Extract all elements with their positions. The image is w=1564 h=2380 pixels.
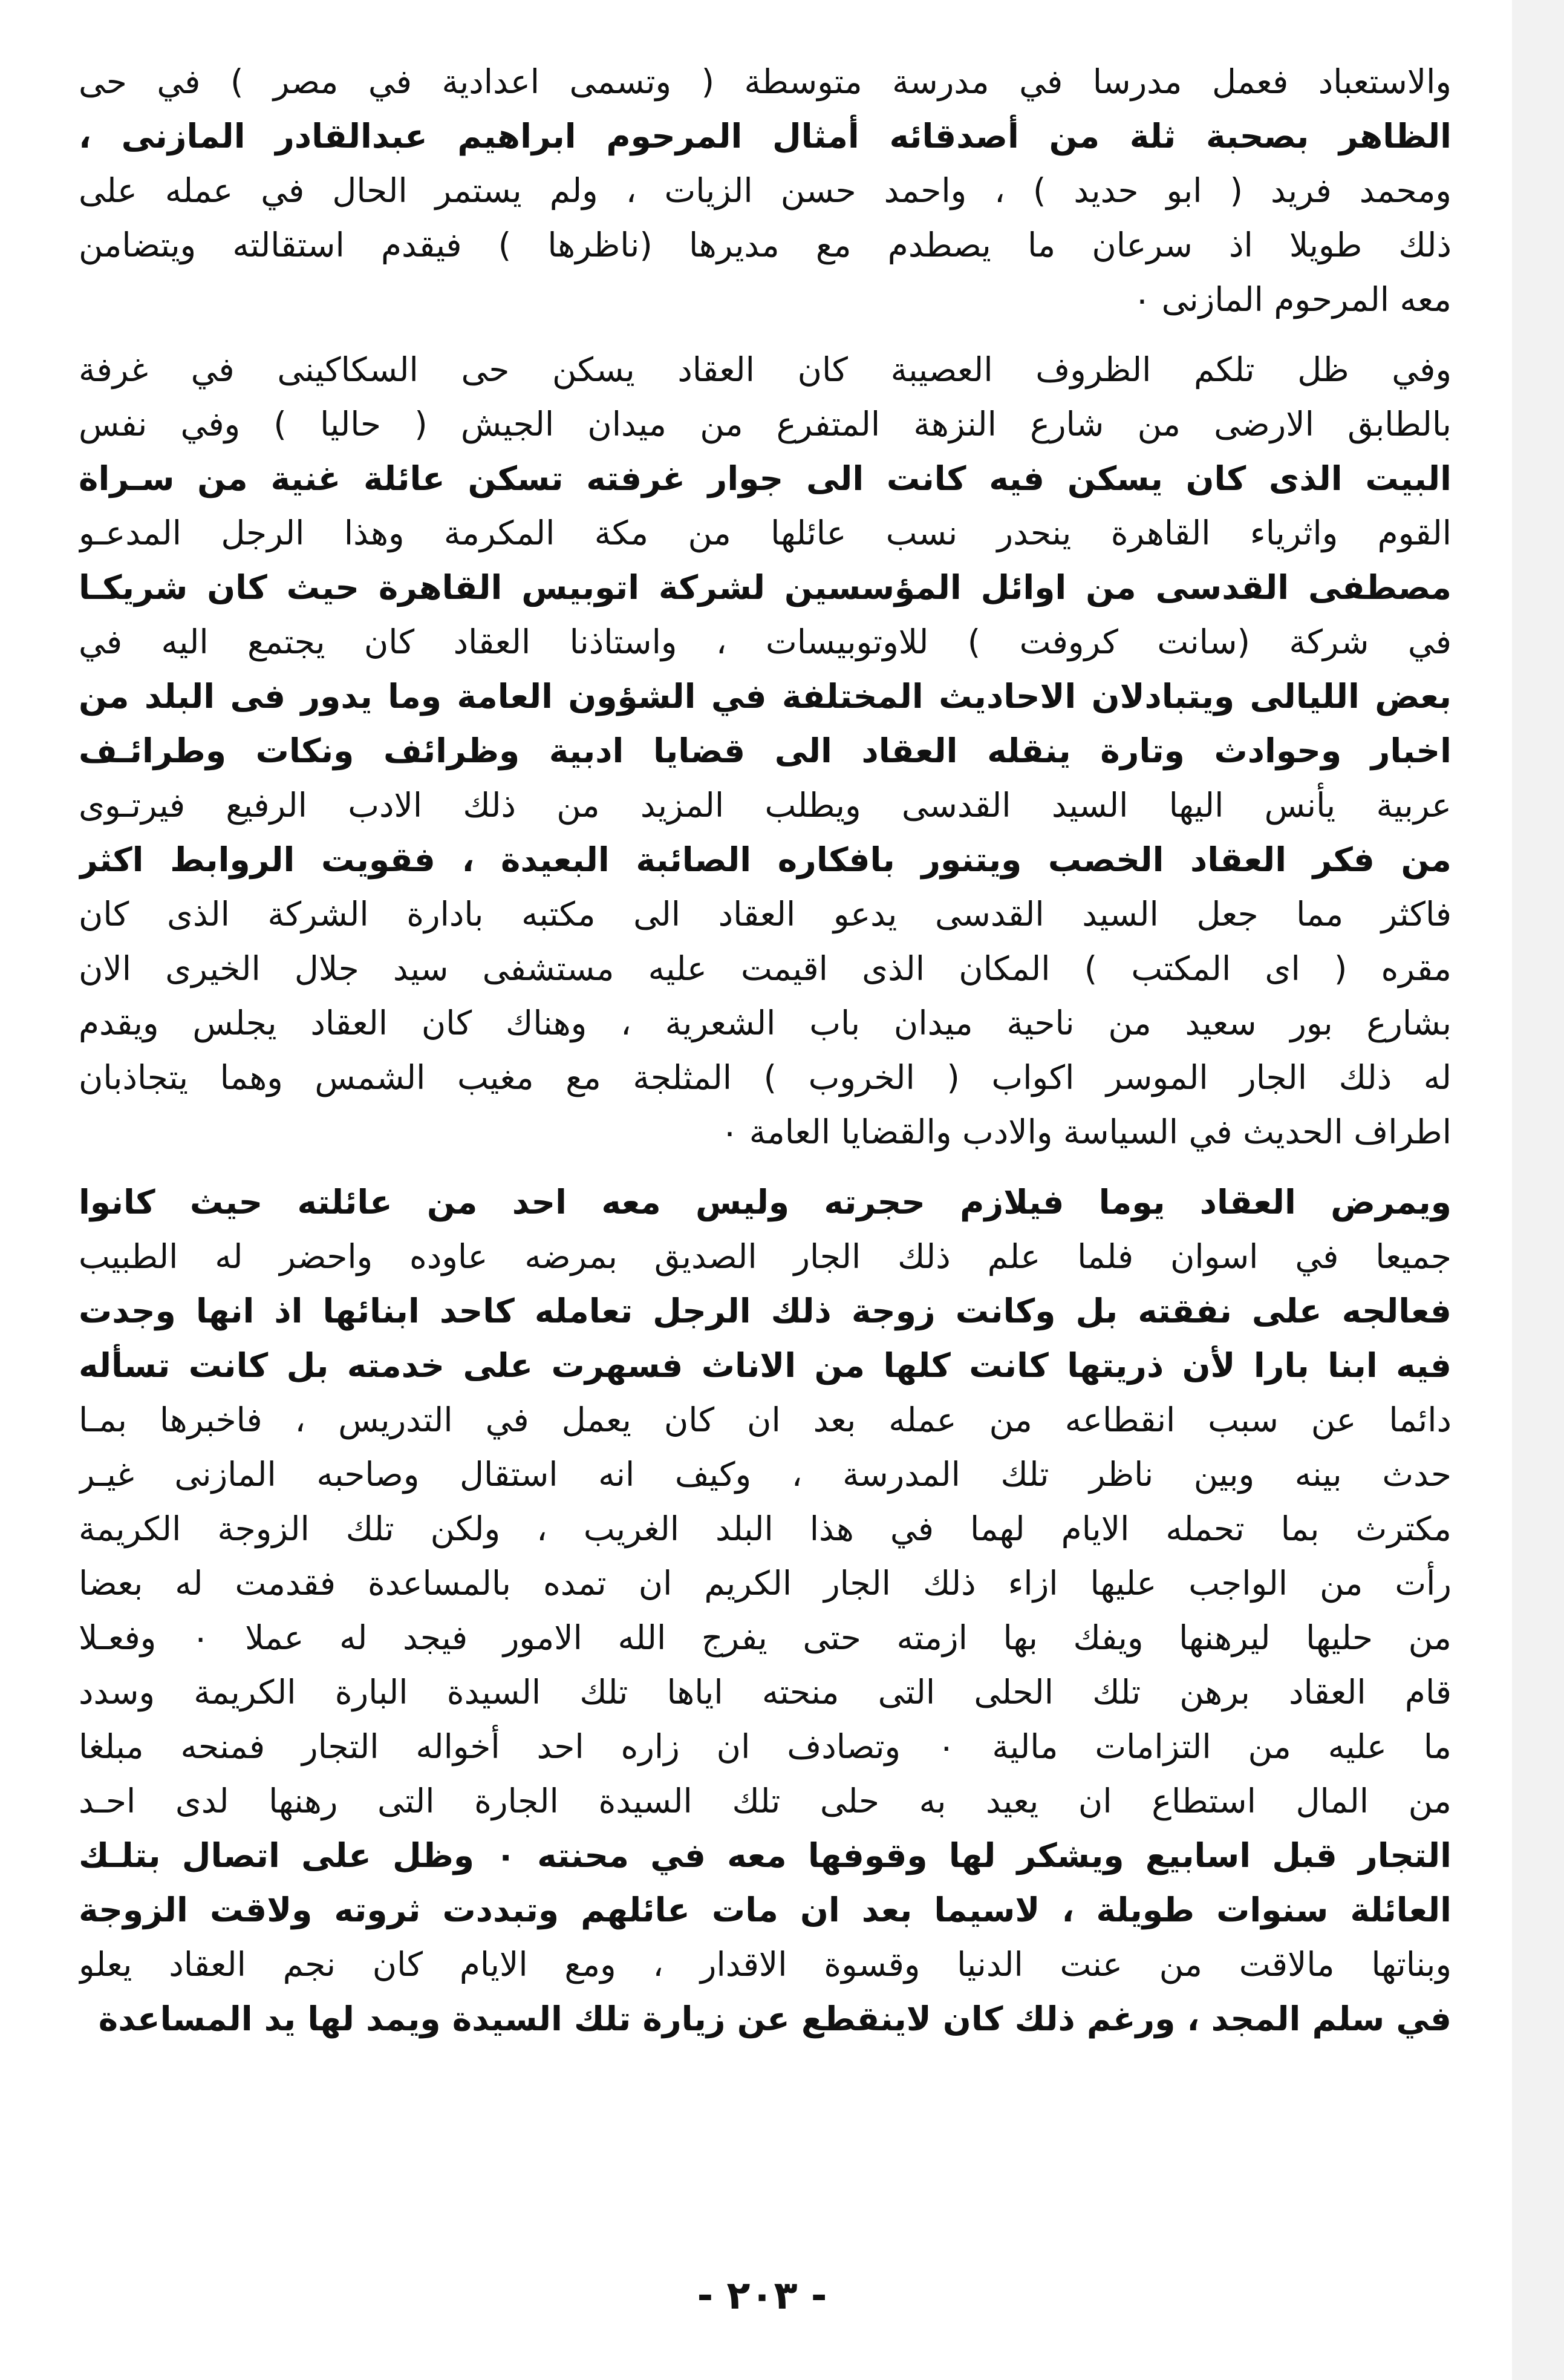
text-line: ذلك طويلا اذ سرعان ما يصطدم مع مديرها (ناظرها ) فيقدم استقالته ويتضامن [79,226,1452,264]
text-line: ما عليه من التزامات مالية ٠ وتصادف ان زاره احد أخواله التجار فمنحه مبلغا [79,1727,1452,1766]
paragraph-3 [79,1175,1452,2046]
text-line: في سلم المجد ، ورغم ذلك كان لاينقطع عن زيارة تلك السيدة ويمد لها يد المساعدة [98,1999,1452,2038]
page-text [79,54,1452,2046]
text-line: من حليها ليرهنها ويفك بها ازمته حتى يفرج الله الامور فيجد له عملا ٠ وفعـلا [79,1618,1452,1657]
text-line: بالطابق الارضى من شارع النزهة المتفرع من ميدان الجيش ( حاليا ) وفي نفس [79,405,1452,443]
paragraph-gap [79,1159,1452,1175]
text-line: مصطفى القدسى من اوائل المؤسسين لشركة اتوبيس القاهرة حيث كان شريكـا [79,568,1452,607]
text-line: فعالجه على نفقته بل وكانت زوجة ذلك الرجل تعامله كاحد ابنائها اذ انها وجدت [79,1292,1452,1330]
text-line: القوم واثرياء القاهرة ينحدر نسب عائلها من مكة المكرمة وهذا الرجل المدعـو [79,514,1452,552]
text-line: التجار قبل اسابيع ويشكر لها وقوفها معه في محنته ٠ وظل على اتصال بتلـك [79,1836,1452,1875]
text-line: وبناتها مالاقت من عنت الدنيا وقسوة الاقدار ، ومع الايام كان نجم العقاد يعلو [79,1945,1452,1984]
text-line: مقره ( اى المكتب ) المكان الذى اقيمت عليه مستشفى سيد جلال الخيرى الان [79,949,1452,988]
text-line: دائما عن سبب انقطاعه من عمله بعد ان كان يعمل في التدريس ، فاخبرها بمـا [79,1401,1452,1439]
text-line: ومحمد فريد ( ابو حديد ) ، واحمد حسن الزيات ، ولم يستمر الحال في عمله على [79,171,1452,210]
text-line: العائلة سنوات طويلة ، لاسيما بعد ان مات عائلهم وتبددت ثروته ولاقت الزوجة [79,1891,1452,1929]
text-line: عربية يأنس اليها السيد القدسى ويطلب المزيد من ذلك الادب الرفيع فيرتـوى [79,786,1452,825]
text-line: قام العقاد برهن تلك الحلى التى منحته اياها تلك السيدة البارة الكريمة وسدد [79,1673,1452,1711]
page-margin [1512,0,1564,2380]
paragraph-2 [79,342,1452,1159]
text-line: من المال استطاع ان يعيد به حلى تلك السيدة الجارة التى رهنها لدى احـد [79,1782,1452,1820]
text-line: اخبار وحوادث وتارة ينقله العقاد الى قضايا ادبية وظرائف ونكات وطرائـف [79,731,1452,770]
text-line: له ذلك الجار الموسر اكواب ( الخروب ) المثلجة مع مغيب الشمس وهما يتجاذبان [79,1058,1452,1097]
text-line: فيه ابنا بارا لأن ذريتها كانت كلها من الاناث فسهرت على خدمته بل كانت تسأله [79,1346,1452,1385]
text-line: رأت من الواجب عليها ازاء ذلك الجار الكريم ان تمده بالمساعدة فقدمت له بعضا [79,1564,1452,1603]
text-line: اطراف الحديث في السياسة والادب والقضايا العامة ٠ [720,1113,1452,1151]
text-line: حدث بينه وبين ناظر تلك المدرسة ، وكيف انه استقال وصاحبه المازنى غيـر [79,1455,1452,1494]
text-line: بشارع بور سعيد من ناحية ميدان باب الشعرية ، وهناك كان العقاد يجلس ويقدم [79,1004,1452,1042]
text-line: معه المرحوم المازنى ٠ [1133,280,1452,319]
text-line: من فكر العقاد الخصب ويتنور بافكاره الصائبة البعيدة ، فقويت الروابط اكثر [79,840,1452,879]
text-line: بعض الليالى ويتبادلان الاحاديث المختلفة في الشؤون العامة وما يدور فى البلد من [79,677,1452,716]
text-line: البيت الذى كان يسكن فيه كانت الى جوار غرفته تسكن عائلة غنية من سـراة [79,459,1452,498]
text-line: والاستعباد فعمل مدرسا في مدرسة متوسطة ( وتسمى اعدادية في مصر ) في حى [79,62,1452,101]
text-line: مكترث بما تحمله الايام لهما في هذا البلد الغريب ، ولكن تلك الزوجة الكريمة [79,1509,1452,1548]
paragraph-1 [79,54,1452,327]
text-line: ويمرض العقاد يوما فيلازم حجرته وليس معه احد من عائلته حيث كانوا [79,1183,1452,1221]
text-line: فاكثر مما جعل السيد القدسى يدعو العقاد الى مكتبه بادارة الشركة الذى كان [79,895,1452,933]
text-line: جميعا في اسوان فلما علم ذلك الجار الصديق بمرضه عاوده واحضر له الطبيب [79,1237,1452,1276]
text-line: وفي ظل تلكم الظروف العصيبة كان العقاد يسكن حى السكاكينى في غرفة [79,350,1452,389]
text-line: الظاهر بصحبة ثلة من أصدقائه أمثال المرحوم ابراهيم عبدالقادر المازنى ، [79,117,1452,155]
page-number: - ٢٠٣ - [697,2274,827,2318]
paragraph-gap [79,327,1452,342]
text-line: في شركة (سانت كروفت ) للاوتوبيسات ، واستاذنا العقاد كان يجتمع اليه في [79,623,1452,661]
